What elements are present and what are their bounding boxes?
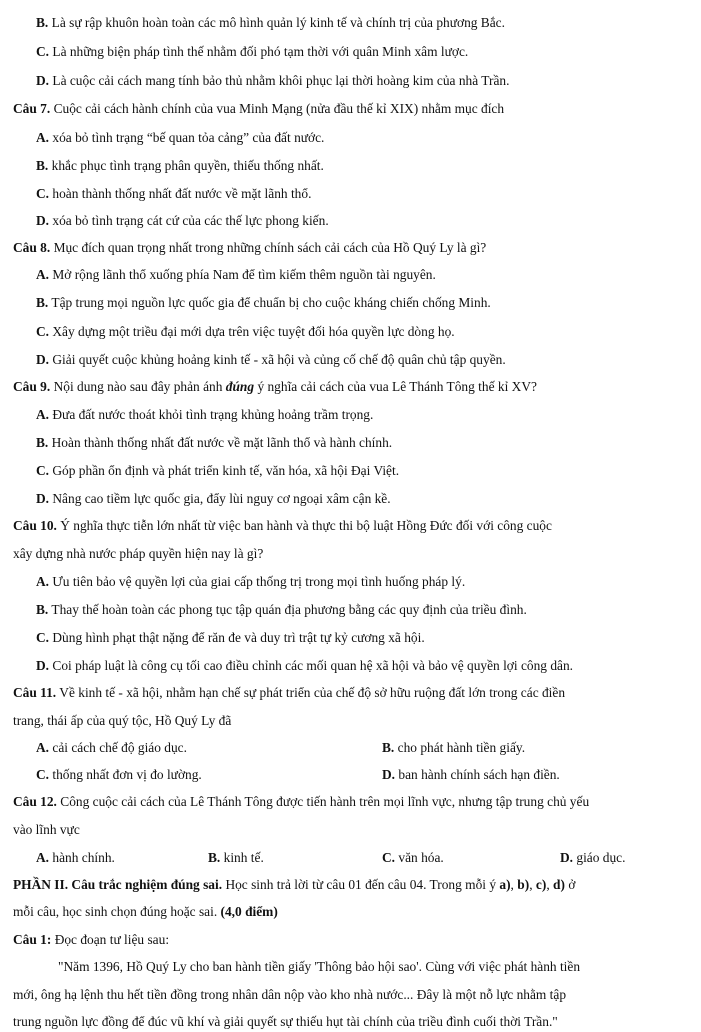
option-a: A. Mở rộng lãnh thổ xuống phía Nam để tìm kiếm thêm nguồn tài nguyên. xyxy=(36,267,436,282)
question-12-continued: vào lĩnh vực xyxy=(13,822,80,837)
question-9: Câu 9. Nội dung nào sau đây phản ánh đúng ý nghĩa cải cách của vua Lê Thánh Tông thế kỉ XV? xyxy=(13,379,537,394)
option-b: B. Hoàn thành thống nhất đất nước về mặt lãnh thổ và hành chính. xyxy=(36,435,393,450)
option-c: C. Xây dựng một triều đại mới dựa trên việc tuyệt đối hóa quyền lực dòng họ. xyxy=(36,324,455,339)
question-10-continued: xây dựng nhà nước pháp quyền hiện nay là gì? xyxy=(13,546,264,561)
option-b: B. Thay thế hoàn toàn các phong tục tập quán địa phương bằng các quy định của triều đình. xyxy=(36,602,527,617)
option-d: D. ban hành chính sách hạn điền. xyxy=(382,767,560,782)
option-b: B. kinh tế. xyxy=(208,850,264,865)
option-d: D. Giải quyết cuộc khủng hoảng kinh tế - xã hội và củng cố chế độ quân chủ tập quyền. xyxy=(36,352,506,367)
source-quote-line-1: "Năm 1396, Hồ Quý Ly cho ban hành tiền giấy 'Thông bảo hội sao'. Cùng với việc phát hành tiền xyxy=(58,959,581,974)
option-d: D. Nâng cao tiềm lực quốc gia, đẩy lùi nguy cơ ngoại xâm cận kề. xyxy=(36,491,391,506)
option-a: A. cải cách chế độ giáo dục. xyxy=(36,740,187,755)
option-c: C. Là những biện pháp tình thế nhằm đối phó tạm thời với quân Minh xâm lược. xyxy=(36,44,469,59)
question-11: Câu 11. Về kinh tế - xã hội, nhằm hạn chế sự phát triển của chế độ sở hữu ruộng đất lớn trong các điền xyxy=(13,685,566,700)
option-a: A. hành chính. xyxy=(36,850,115,865)
option-b: B. khắc phục tình trạng phân quyền, thiếu thống nhất. xyxy=(36,158,324,173)
option-c: C. thống nhất đơn vị đo lường. xyxy=(36,767,202,782)
option-c: C. hoàn thành thống nhất đất nước về mặt lãnh thổ. xyxy=(36,186,312,201)
option-b: B. cho phát hành tiền giấy. xyxy=(382,740,526,755)
part-2-heading-continued: mỗi câu, học sinh chọn đúng hoặc sai. (4,0 điểm) xyxy=(13,904,278,919)
option-d: D. xóa bỏ tình trạng cát cứ của các thế lực phong kiến. xyxy=(36,213,329,228)
source-quote-line-2: mới, ông hạ lệnh thu hết tiền đồng trong nhân dân nộp vào kho nhà nước... Đây là một nỗ lực nhằm tập xyxy=(13,987,567,1002)
part-2-question-1: Câu 1: Đọc đoạn tư liệu sau: xyxy=(13,932,170,947)
question-10: Câu 10. Ý nghĩa thực tiễn lớn nhất từ việc ban hành và thực thi bộ luật Hồng Đức đối với công cuộc xyxy=(13,518,552,533)
option-c: C. văn hóa. xyxy=(382,850,444,865)
option-c: C. Góp phần ổn định và phát triển kinh tế, văn hóa, xã hội Đại Việt. xyxy=(36,463,400,478)
question-7: Câu 7. Cuộc cải cách hành chính của vua Minh Mạng (nửa đầu thế kỉ XIX) nhằm mục đích xyxy=(13,101,505,116)
emphasis-dung: đúng xyxy=(225,379,255,394)
question-11-continued: trang, thái ấp của quý tộc, Hồ Quý Ly đã xyxy=(13,713,232,728)
option-d: D. giáo dục. xyxy=(560,850,626,865)
option-a: A. Đưa đất nước thoát khỏi tình trạng khủng hoảng trầm trọng. xyxy=(36,407,374,422)
question-8: Câu 8. Mục đích quan trọng nhất trong những chính sách cải cách của Hồ Quý Ly là gì? xyxy=(13,240,487,255)
option-b: B. Là sự rập khuôn hoàn toàn các mô hình quản lý kinh tế và chính trị của phương Bắc. xyxy=(36,15,505,30)
option-d: D. Là cuộc cải cách mang tính bảo thủ nhằm khôi phục lại thời hoàng kim của nhà Trần. xyxy=(36,73,510,88)
source-quote-line-3: trung nguồn lực đồng để đúc vũ khí và giải quyết sự thiếu hụt tài chính của triều đình cuối thời Trần." xyxy=(13,1014,558,1029)
question-12: Câu 12. Công cuộc cải cách của Lê Thánh Tông được tiến hành trên mọi lĩnh vực, nhưng tập trung chủ yếu xyxy=(13,794,590,809)
option-c: C. Dùng hình phạt thật nặng để răn đe và duy trì trật tự kỷ cương xã hội. xyxy=(36,630,425,645)
part-2-heading: PHẦN II. Câu trắc nghiệm đúng sai. Học sinh trả lời từ câu 01 đến câu 04. Trong mỗi ý a), b), c), d) ở xyxy=(13,877,576,892)
option-b: B. Tập trung mọi nguồn lực quốc gia để chuẩn bị cho cuộc kháng chiến chống Minh. xyxy=(36,295,491,310)
option-d: D. Coi pháp luật là công cụ tối cao điều chỉnh các mối quan hệ xã hội và bảo vệ quyền lợi công dân. xyxy=(36,658,573,673)
option-a: A. xóa bỏ tình trạng “bế quan tỏa cảng” của đất nước. xyxy=(36,130,325,145)
option-a: A. Ưu tiên bảo vệ quyền lợi của giai cấp thống trị trong mọi tình huống pháp lý. xyxy=(36,574,466,589)
